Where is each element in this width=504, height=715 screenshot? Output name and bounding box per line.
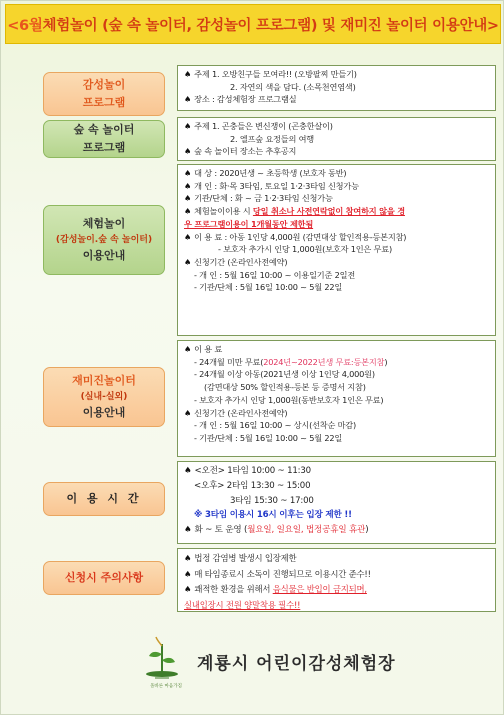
- experience-apply: 신청기간 (온라인사전예약): [194, 256, 288, 267]
- forest-box: [177, 117, 496, 161]
- fun-apply-individual: - 개 인 : 5월 16일 10:00 ~ 상시(선착순 마감): [194, 420, 357, 431]
- emotion-line: 2. 자연의 색을 담다. (소목천연염색): [230, 81, 356, 92]
- emotion-line: 주제 1. 오방친구들 모여라!! (오방팔찌 만들기): [194, 69, 357, 79]
- spade-icon: ♠: [184, 206, 192, 217]
- forest-line: 주제 1. 곤충들은 변신쟁이 (곤충한살이): [194, 121, 333, 131]
- fun-label-sub: (실내-실외): [80, 391, 128, 402]
- forest-label-line: 프로그램: [82, 141, 126, 154]
- fun-label-line: 이용안내: [82, 406, 126, 420]
- logo: [141, 636, 183, 689]
- title-main: 체험놀이 (숲 속 놀이터, 감성놀이 프로그램) 및 재미진 놀이터 이용안내>: [42, 17, 499, 34]
- experience-individual: 개 인 : 화·목 3타임, 토요일 1·2·3타임 신청가능: [194, 180, 359, 191]
- spade-icon: ♠: [184, 584, 192, 595]
- fun-apply-group: - 기관/단체 : 5월 16일 10:00 ~ 5월 22일: [194, 432, 343, 443]
- hours-closed-days: 월요일, 일요일, 법정공휴일 휴관: [247, 525, 366, 536]
- footer-org-name: 계룡시 어린이감성체험장: [197, 653, 396, 674]
- forest-line: 숲 속 놀이터 장소는 추후공지: [194, 146, 297, 157]
- caution-label: [43, 561, 165, 595]
- experience-fee: - 보호자 추가시 인당 1,000원(보호자 1인은 무료): [218, 244, 392, 255]
- page-title: [5, 4, 501, 44]
- fun-fee: ): [384, 356, 388, 367]
- emotion-box: [177, 65, 496, 111]
- forest-label: [43, 120, 165, 158]
- emotion-line: 장소 : 감성체험장 프로그램실: [194, 94, 297, 105]
- experience-group: 기관/단체 : 화 ~ 금 1·2·3타임 신청가능: [194, 193, 333, 204]
- spade-icon: ♠: [184, 256, 192, 267]
- spade-icon: ♠: [184, 231, 192, 242]
- spade-icon: ♠: [184, 121, 192, 131]
- caution-warning: 실내입장시 전원 양말착용 필수!!: [184, 599, 301, 610]
- fun-label: [43, 367, 165, 427]
- spade-icon: ♠: [184, 466, 192, 476]
- fun-apply: 신청기간 (온라인사전예약): [194, 407, 288, 418]
- spade-icon: ♠: [184, 407, 192, 418]
- spade-icon: ♠: [184, 180, 192, 191]
- emotion-label-line: 감성놀이: [82, 78, 126, 92]
- sprout-logo-icon: [141, 636, 183, 684]
- hours-pm-3: 3타임 15:30 ~ 17:00: [230, 495, 314, 506]
- fun-fee: - 보호자 추가시 인당 1,000원(동반보호자 1인은 무료): [194, 394, 384, 405]
- caution-label-line: 신청시 주의사항: [64, 571, 144, 585]
- experience-label-line: 이용안내: [82, 249, 126, 263]
- caution-line: 쾌적한 환경을 위해서: [194, 584, 273, 595]
- experience-label-sub: (감성놀이.숲 속 놀이터): [55, 234, 153, 245]
- footer: [141, 626, 401, 696]
- caution-line: 법정 감염병 발생시 입장제한: [194, 553, 297, 563]
- forest-label-line: 숲 속 놀이터: [73, 123, 135, 137]
- experience-rule: 체험놀이이용 시: [194, 206, 253, 217]
- fun-box: [177, 340, 496, 457]
- hours-closed: 화 ~ 토 운영 (: [194, 525, 248, 536]
- fun-fee: - 24개월 이상 아동(2021년생 이상 1인당 4,000원): [194, 369, 375, 380]
- experience-box: [177, 164, 496, 336]
- emotion-label: [43, 72, 165, 116]
- experience-rule-warning: 우 프로그램이용이 1개월동안 제한됨: [184, 218, 314, 229]
- hours-pm-2: <오후> 2타임 13:30 ~ 15:00: [194, 480, 311, 491]
- fun-fee: 이 용 료: [194, 344, 223, 354]
- experience-label-line: 체험놀이: [82, 217, 126, 231]
- fun-fee-free: 2024년~2022년생 무료:등본지참: [263, 356, 385, 367]
- hours-note: ※ 3타임 이용시 16시 이후는 입장 제한 !!: [194, 510, 352, 521]
- title-prefix: <6월: [7, 17, 43, 34]
- hours-closed: ): [365, 525, 369, 536]
- caution-line: 매 타임종료시 소독이 진행되므로 이용시간 준수!!: [194, 568, 371, 579]
- spade-icon: ♠: [184, 168, 192, 178]
- fun-fee: - 24개월 미만 무료(: [194, 356, 264, 367]
- spade-icon: ♠: [184, 94, 192, 105]
- caution-warning: 음식물은 반입이 금지되며,: [272, 584, 367, 595]
- hours-label: [43, 482, 165, 516]
- experience-apply-group: - 기관/단체 : 5월 16일 10:00 ~ 5월 22일: [194, 282, 343, 293]
- caution-box: [177, 548, 496, 612]
- fun-fee: (감면대상 50% 할인적용-등본 등 증명서 지참): [204, 382, 366, 393]
- emotion-label-line: 프로그램: [82, 96, 126, 109]
- spade-icon: ♠: [184, 568, 192, 579]
- spade-icon: ♠: [184, 69, 192, 79]
- hours-am: <오전> 1타임 10:00 ~ 11:30: [194, 466, 311, 476]
- experience-target: 대 상 : 2020년생 ~ 초등학생 (보호자 동반): [194, 168, 347, 178]
- experience-rule-warning: 당일 취소나 사전연락없이 참여하지 않을 경: [252, 206, 405, 217]
- fun-label-line: 재미진놀이터: [72, 374, 136, 388]
- logo-caption: 올바른 마음가짐: [150, 684, 182, 689]
- spade-icon: ♠: [184, 525, 192, 536]
- experience-label: [43, 205, 165, 275]
- experience-fee: 이 용 료 : 아동 1인당 4,000원 (감면대상 할인적용-등본지참): [194, 231, 407, 242]
- forest-line: 2. 엘프숲 요정들의 여행: [230, 133, 315, 144]
- hours-label-line: 이 용 시 간: [66, 492, 142, 506]
- hours-box: [177, 461, 496, 544]
- spade-icon: ♠: [184, 553, 192, 563]
- spade-icon: ♠: [184, 146, 192, 157]
- spade-icon: ♠: [184, 193, 192, 204]
- spade-icon: ♠: [184, 344, 192, 354]
- experience-apply-individual: - 개 인 : 5월 16일 10:00 ~ 이용일기준 2일전: [194, 269, 356, 280]
